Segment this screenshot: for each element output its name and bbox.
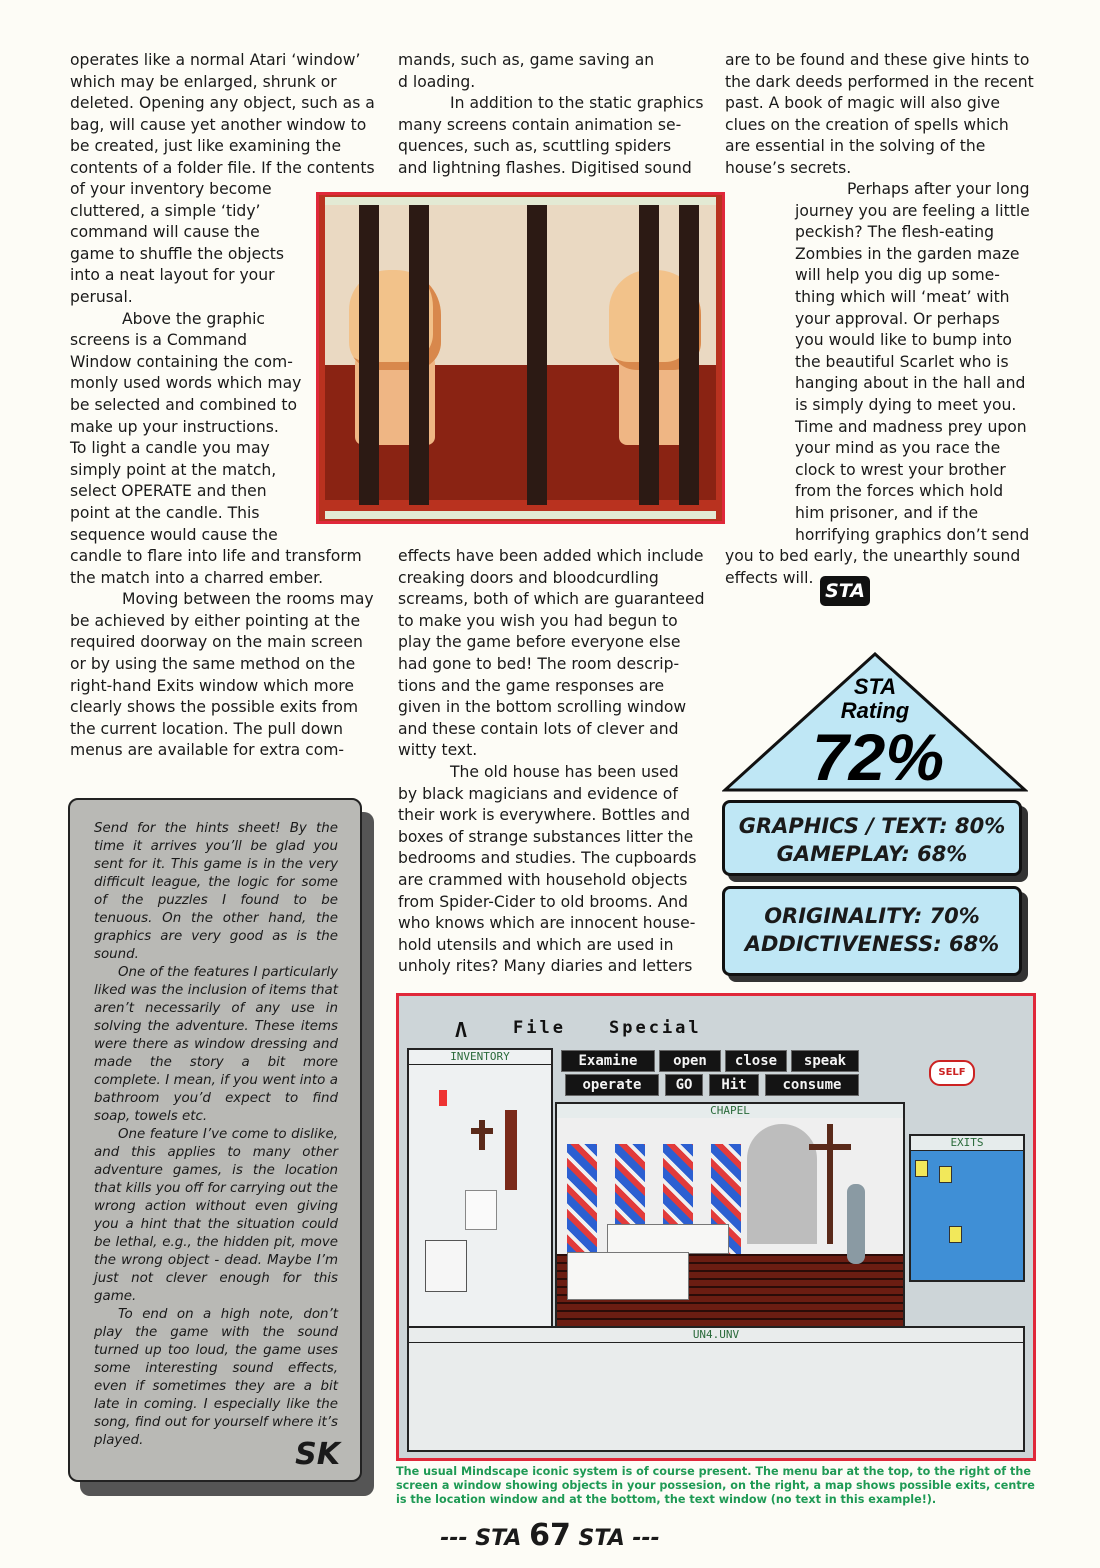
cell-bar [639, 205, 659, 505]
cross-icon [479, 1120, 485, 1150]
text-line: be created, just like examining the [70, 137, 342, 156]
exits-window[interactable] [909, 1134, 1025, 1282]
text-line: Window containing the com- [70, 352, 293, 371]
addictiveness-score: ADDICTIVENESS: 68% [744, 932, 1000, 956]
cmd-open[interactable]: open [659, 1050, 721, 1072]
col1-wrap-text [70, 179, 310, 546]
text-line: make up your instructions. [70, 417, 279, 436]
text-line: and these contain lots of clever and [398, 719, 679, 738]
text-line: you would like to bump into [795, 331, 1012, 350]
text-line: boxes of strange substances litter the [398, 827, 694, 846]
text-line: witty text. [398, 741, 478, 760]
col1-bottom-text [70, 546, 390, 762]
text-line: effects will. [725, 568, 814, 587]
text-line: your mind as you race the [795, 439, 1001, 458]
text-line: hold utensils and which are used in [398, 935, 674, 954]
text-line: candle to flare into life and transform [70, 547, 362, 565]
cell-bar [527, 205, 547, 505]
stained-window [567, 1144, 597, 1254]
text-line: point at the candle. This [70, 503, 260, 522]
text-line: house’s secrets. [725, 158, 852, 177]
cell-bar [359, 205, 379, 505]
text-line: from Spider-Cider to old brooms. And [398, 892, 689, 911]
text-line: you to bed early, the unearthly sound [725, 547, 1021, 565]
menu-file[interactable]: File [513, 1018, 566, 1038]
cmd-consume[interactable]: consume [765, 1074, 859, 1096]
exit-marker[interactable] [939, 1166, 952, 1183]
rating-box-originality-addictiveness [722, 886, 1022, 976]
text-line: Above the graphic [122, 309, 265, 328]
note-icon [465, 1190, 497, 1230]
text-line: into a neat layout for your [70, 266, 275, 285]
cmd-examine[interactable]: Examine [561, 1050, 655, 1072]
rating-box-graphics-gameplay [722, 800, 1022, 876]
cmd-go[interactable]: GO [665, 1074, 703, 1096]
text-line: given in the bottom scrolling window [398, 698, 687, 717]
text-line: cluttered, a simple ‘tidy’ [70, 201, 261, 220]
text-line: operates like a normal Atari ‘window’ [70, 51, 361, 69]
cell-bar [409, 205, 429, 505]
text-line: who knows which are innocent house- [398, 914, 696, 933]
text-line: tions and the game responses are [398, 676, 665, 695]
footer-right: STA --- [578, 1526, 660, 1551]
text-line: mands, such as, game saving an [398, 51, 655, 69]
text-line: Time and madness prey upon [795, 417, 1027, 436]
pew[interactable] [567, 1252, 689, 1300]
prison-cell-screenshot [316, 192, 725, 524]
text-line: hanging about in the hall and [795, 374, 1026, 393]
crucifix-arm [809, 1144, 851, 1150]
text-line: required doorway on the main screen [70, 633, 363, 652]
cmd-hit[interactable]: Hit [709, 1074, 759, 1096]
text-line: the match into a charred ember. [70, 568, 324, 587]
text-line: be selected and combined to [70, 395, 298, 414]
text-line: game to shuffle the objects [70, 244, 285, 263]
text-line: their work is everywhere. Bottles and [398, 806, 691, 825]
self-button[interactable]: SELF [929, 1060, 975, 1086]
exits-title: EXITS [911, 1136, 1023, 1151]
text-line: be achieved by either pointing at the [70, 611, 361, 630]
text-line: will help you dig up some- [795, 266, 1000, 285]
graphics-text-score: GRAPHICS / TEXT: 80% [738, 814, 1006, 838]
overall-rating: 72% [811, 720, 945, 792]
location-window[interactable] [555, 1102, 905, 1328]
col2-top-text [398, 50, 718, 180]
col3-top-text [725, 50, 1045, 180]
text-line: d loading. [398, 72, 476, 91]
photo-bottom-strip [325, 511, 716, 519]
exit-marker[interactable] [915, 1160, 928, 1177]
review-text [94, 820, 338, 1450]
page-footer [0, 1518, 1100, 1553]
cmd-speak[interactable]: speak [791, 1050, 859, 1072]
chapel-screenshot [396, 993, 1036, 1461]
col2-bottom-text [398, 546, 718, 978]
broom-icon [505, 1110, 517, 1190]
text-line: Moving between the rooms may [122, 590, 374, 609]
menu-special[interactable]: Special [609, 1018, 702, 1038]
text-line: many screens contain animation se- [398, 115, 682, 134]
location-title: CHAPEL [557, 1104, 903, 1119]
review-paragraph: Send for the hints sheet! By the time it arrives you’ll be glad you sent for it. This game is in the very difficult league, the logic for some of the puzzles I found to be tenuous. On the other hand, the graphics are very good as is the sound. [94, 821, 338, 962]
text-line: by black magicians and evidence of [398, 784, 678, 803]
gameplay-score: GAMEPLAY: 68% [776, 842, 968, 866]
text-line: select OPERATE and then [70, 482, 267, 501]
text-line: your approval. Or perhaps [795, 309, 1000, 328]
text-line: of your inventory become [70, 180, 272, 198]
text-line: In addition to the static graphics [450, 94, 704, 113]
text-line: the current location. The pull down [70, 719, 343, 738]
atari-logo-icon: Λ [455, 1018, 471, 1042]
text-line: which may be enlarged, shrunk or [70, 72, 337, 91]
letter-icon [425, 1240, 467, 1292]
text-line: past. A book of magic will also give [725, 94, 1000, 113]
text-window[interactable] [407, 1326, 1025, 1452]
text-line: right-hand Exits window which more [70, 676, 354, 695]
text-line: horrifying graphics don’t send [795, 525, 1030, 544]
text-line: to make you wish you had begun to [398, 611, 678, 630]
text-line: the dark deeds performed in the recent [725, 72, 1034, 91]
crucifix[interactable] [827, 1124, 833, 1244]
text-line: menus are available for extra com- [70, 741, 345, 760]
text-window-title: UN4.UNV [409, 1328, 1023, 1343]
reviewer-comment-box [68, 798, 362, 1482]
text-line: deleted. Opening any object, such as a [70, 94, 375, 113]
photo-top-strip [325, 197, 716, 205]
text-line: him prisoner, and if the [795, 503, 979, 522]
text-line: the beautiful Scarlet who is [795, 352, 1009, 371]
page-number: 67 [529, 1518, 571, 1553]
text-line: bedrooms and studies. The cupboards [398, 849, 697, 868]
bottle-icon [439, 1090, 447, 1106]
text-line: screens is a Command [70, 331, 247, 350]
screenshot-caption: The usual Mindscape iconic system is of course present. The menu bar at the top, to the right of the screen a window showing objects in your possesion, on the right, a map shows possible exits, centre is the location window and at the bottom, the text window (no text in this example!). [396, 1465, 1035, 1506]
text-line: Zombies in the garden maze [795, 244, 1020, 263]
rating-label: Rating [840, 698, 910, 723]
review-paragraph: One feature I’ve come to dislike, and this applies to many other adventure games, is the location that kills you off for carrying out the wrong action without even giving you a hint that the situation could be lethal, e.g., the hidden pit, move the wrong object - dead. Maybe I’m just not clever enough for this game. [94, 1127, 338, 1304]
text-line: had gone to bed! The room descrip- [398, 654, 680, 673]
menu-bar [409, 1018, 1024, 1040]
text-line: peckish? The flesh-eating [795, 223, 995, 242]
sta-end-logo: STA [820, 576, 870, 606]
reviewer-signature: SK [295, 1437, 340, 1472]
cmd-close[interactable]: close [725, 1050, 787, 1072]
review-paragraph: One of the features I particularly liked was the inclusion of items that aren’t necessarily of any use in solving the adventure. These items were there as window dressing and made the story a bit more complete. I mean, if you went into a bathroom you’d expect to find soap, towels etc. [94, 965, 338, 1124]
inventory-title: INVENTORY [409, 1050, 551, 1065]
text-line: To light a candle you may [70, 439, 270, 458]
cmd-operate[interactable]: operate [565, 1074, 659, 1096]
text-line: contents of a folder file. If the contents [70, 158, 375, 177]
exit-marker[interactable] [949, 1226, 962, 1243]
arch-doorway[interactable] [747, 1124, 817, 1244]
text-line: are essential in the solving of the [725, 137, 986, 156]
text-line: are crammed with household objects [398, 870, 688, 889]
cell-bar [679, 205, 699, 505]
text-line: simply point at the match, [70, 460, 277, 479]
text-line: clues on the creation of spells which [725, 115, 1009, 134]
text-line: creaking doors and bloodcurdling [398, 568, 659, 587]
col1-top-text [70, 50, 390, 180]
statue[interactable] [847, 1184, 865, 1264]
text-line: Perhaps after your long [847, 180, 1030, 198]
text-line: clock to wrest your brother [795, 460, 1006, 479]
text-line: is simply dying to meet you. [795, 395, 1017, 414]
text-line: The old house has been used [450, 762, 679, 781]
rating-triangle [722, 652, 1028, 792]
text-line: are to be found and these give hints to [725, 51, 1030, 69]
col3-wrap-text [795, 179, 1045, 546]
footer-left: --- STA [440, 1526, 522, 1551]
rating-brand: STA [853, 674, 897, 699]
text-line: or by using the same method on the [70, 654, 356, 673]
text-line: from the forces which hold [795, 482, 1004, 501]
text-line: monly used words which may [70, 374, 302, 393]
col3-bottom-text [725, 546, 1045, 589]
altar[interactable] [607, 1224, 729, 1254]
text-line: bag, will cause yet another window to [70, 115, 367, 134]
review-paragraph: To end on a high note, don’t play the game with the sound turned up too loud, the game uses some interesting sound effects, even if sometimes they are a bit late in coming. I especially like the song, find out for yourself where it’s played. [94, 1307, 338, 1448]
cross-icon-arm [471, 1128, 493, 1134]
text-line: clearly shows the possible exits from [70, 698, 359, 717]
text-line: perusal. [70, 287, 133, 306]
text-line: sequence would cause the [70, 525, 278, 544]
originality-score: ORIGINALITY: 70% [764, 904, 980, 928]
text-line: thing which will ‘meat’ with [795, 287, 1010, 306]
text-line: command will cause the [70, 223, 260, 242]
text-line: screams, both of which are guaranteed [398, 590, 705, 609]
text-line: quences, such as, scuttling spiders [398, 137, 672, 156]
text-line: play the game before everyone else [398, 633, 681, 652]
text-line: and lightning flashes. Digitised sound [398, 158, 692, 177]
text-line: effects have been added which include [398, 547, 704, 565]
text-line: unholy rites? Many diaries and letters [398, 957, 693, 976]
text-line: journey you are feeling a little [795, 201, 1030, 220]
inventory-window[interactable] [407, 1048, 553, 1330]
